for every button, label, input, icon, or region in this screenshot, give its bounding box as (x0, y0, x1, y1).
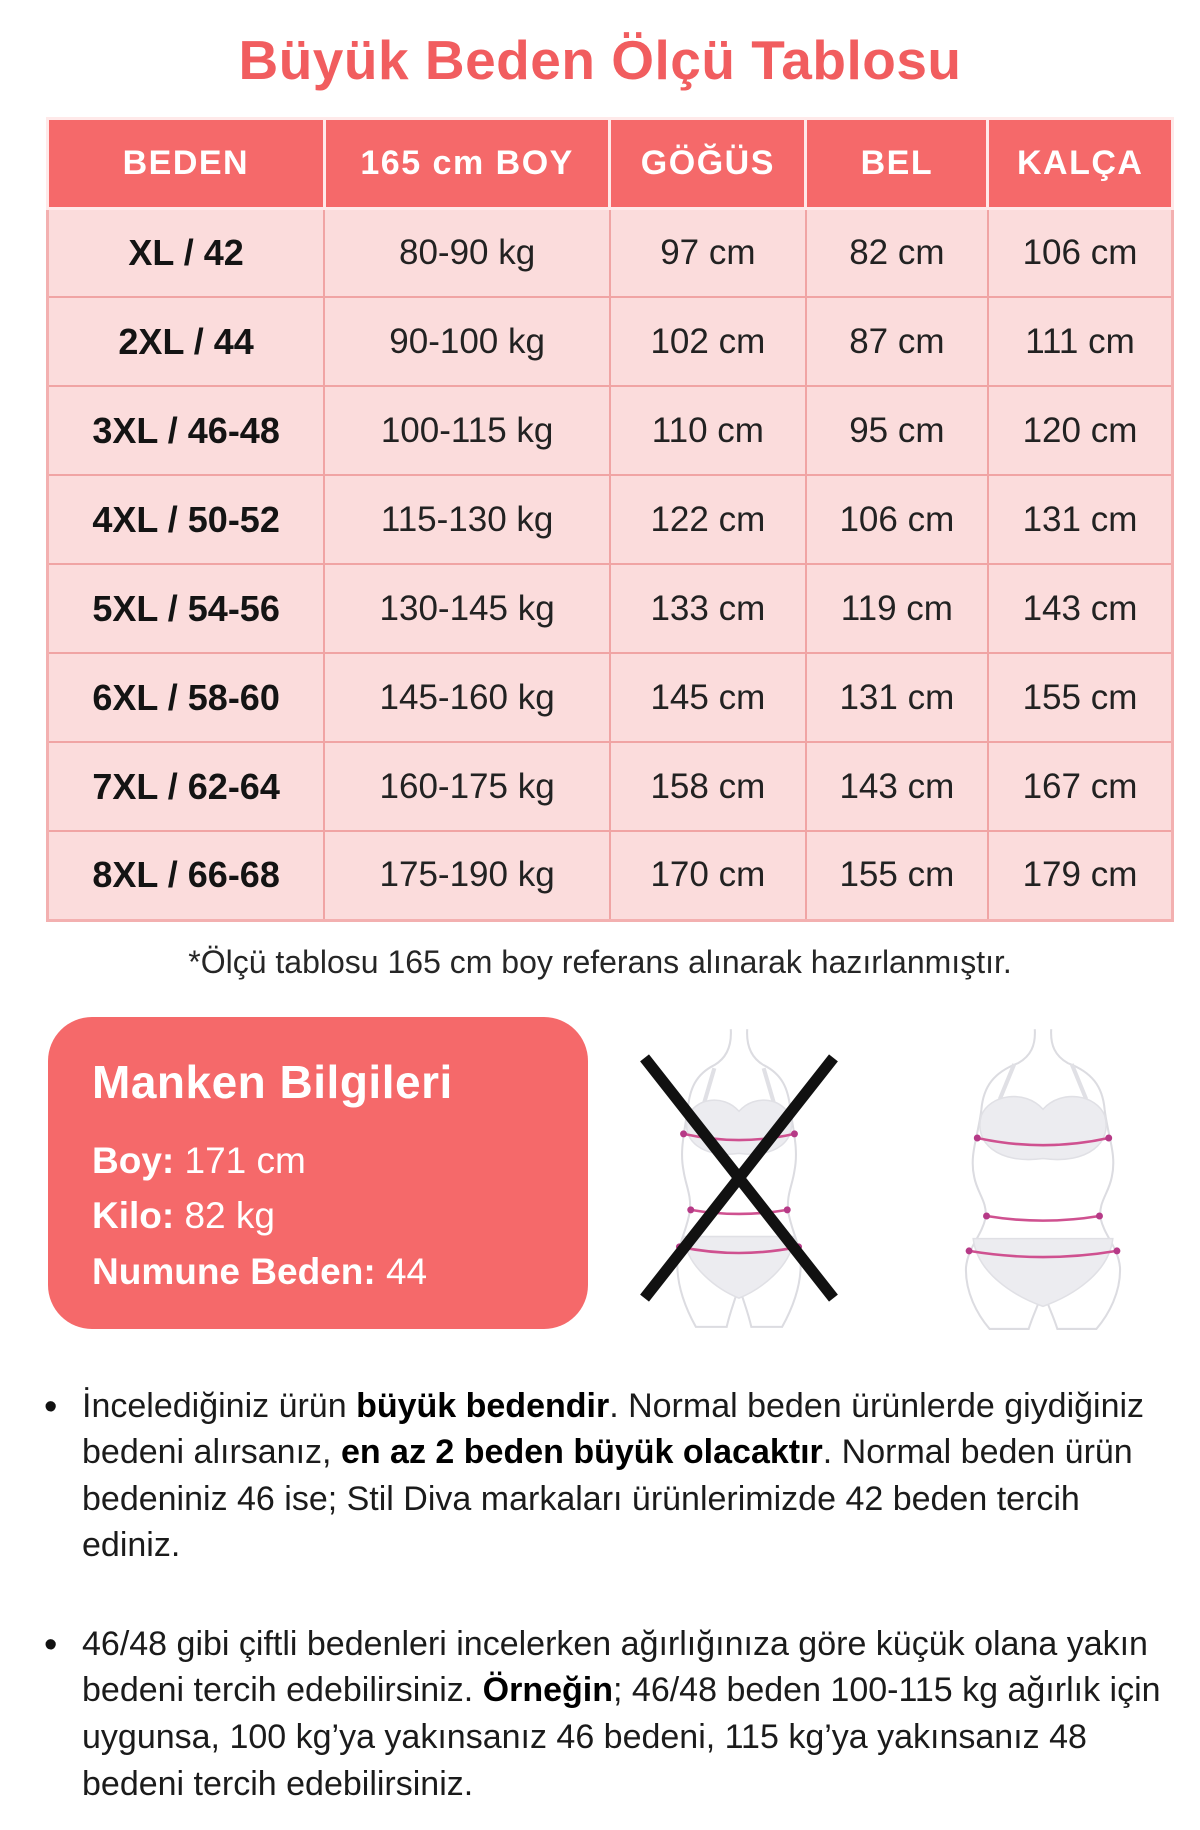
measurement-cell: 130-145 kg (324, 564, 610, 653)
model-info-fields (92, 1133, 568, 1300)
measurement-cell: 145-160 kg (324, 653, 610, 742)
measurement-cell: 95 cm (806, 386, 988, 475)
measurement-cell: 143 cm (988, 564, 1173, 653)
measurement-cell: 106 cm (806, 475, 988, 564)
size-table-header-row (48, 118, 1173, 208)
model-info-line: Numune Beden: 44 (92, 1250, 428, 1292)
column-header: KALÇA (988, 118, 1173, 208)
measurement-cell: 133 cm (610, 564, 806, 653)
note-item: • 46/48 gibi çiftli bedenleri incelerken ağırlığınıza göre küçük olana yakın bedeni tercih edebilirsiniz. Örneğin; 46/48 beden 100-115 kg ağırlık için uygunsa, 100 kg’ya yakınsanız 46 bedeni, 115 kg’ya yakınsanız 48 bedeni tercih edebilirsiniz. (44, 1621, 1174, 1807)
slim-body-crossed-out-icon (615, 1023, 863, 1331)
measurement-cell: 175-190 kg (324, 831, 610, 920)
model-info-card (48, 1017, 588, 1330)
plus-size-body-icon (919, 1023, 1167, 1331)
size-label-cell: 5XL / 54-56 (48, 564, 325, 653)
table-row (48, 653, 1173, 742)
size-table (46, 117, 1174, 922)
column-header: GÖĞÜS (610, 118, 806, 208)
measurement-cell: 145 cm (610, 653, 806, 742)
model-info-line: Kilo: 82 kg (92, 1195, 275, 1236)
measurement-cell: 87 cm (806, 297, 988, 386)
table-row (48, 564, 1173, 653)
measurement-cell: 115-130 kg (324, 475, 610, 564)
model-info-line: Boy: 171 cm (92, 1139, 306, 1181)
measurement-cell: 179 cm (988, 831, 1173, 920)
table-row (48, 297, 1173, 386)
mid-section (48, 1017, 1180, 1331)
figures-illustration (588, 1023, 1180, 1331)
measurement-cell: 100-115 kg (324, 386, 610, 475)
model-info-title: Manken Bilgileri (92, 1055, 453, 1108)
measurement-cell: 155 cm (806, 831, 988, 920)
measurement-cell: 90-100 kg (324, 297, 610, 386)
measurement-cell: 119 cm (806, 564, 988, 653)
table-row (48, 386, 1173, 475)
measurement-cell: 160-175 kg (324, 742, 610, 831)
measurement-cell: 155 cm (988, 653, 1173, 742)
column-header: 165 cm BOY (324, 118, 610, 208)
size-label-cell: 8XL / 66-68 (48, 831, 325, 920)
measurement-cell: 82 cm (806, 208, 988, 297)
measurement-cell: 102 cm (610, 297, 806, 386)
measurement-cell: 167 cm (988, 742, 1173, 831)
page-title: Büyük Beden Ölçü Tablosu (238, 29, 962, 91)
table-row (48, 831, 1173, 920)
table-row (48, 742, 1173, 831)
notes-list (44, 1383, 1174, 1808)
measurement-cell: 111 cm (988, 297, 1173, 386)
measurement-cell: 122 cm (610, 475, 806, 564)
measurement-cell: 106 cm (988, 208, 1173, 297)
size-table-body (48, 208, 1173, 920)
measurement-cell: 97 cm (610, 208, 806, 297)
measurement-cell: 120 cm (988, 386, 1173, 475)
size-label-cell: 3XL / 46-48 (48, 386, 325, 475)
column-header: BEDEN (48, 118, 325, 208)
size-label-cell: 6XL / 58-60 (48, 653, 325, 742)
size-label-cell: 2XL / 44 (48, 297, 325, 386)
table-footnote: *Ölçü tablosu 165 cm boy referans alınarak hazırlanmıştır. (188, 943, 1012, 980)
table-row (48, 475, 1173, 564)
measurement-cell: 80-90 kg (324, 208, 610, 297)
size-label-cell: XL / 42 (48, 208, 325, 297)
measurement-cell: 131 cm (806, 653, 988, 742)
measurement-cell: 131 cm (988, 475, 1173, 564)
table-row (48, 208, 1173, 297)
column-header: BEL (806, 118, 988, 208)
measurement-cell: 110 cm (610, 386, 806, 475)
size-label-cell: 7XL / 62-64 (48, 742, 325, 831)
measurement-cell: 170 cm (610, 831, 806, 920)
measurement-cell: 158 cm (610, 742, 806, 831)
measurement-cell: 143 cm (806, 742, 988, 831)
size-label-cell: 4XL / 50-52 (48, 475, 325, 564)
note-item: • İncelediğiniz ürün büyük bedendir. Normal beden ürünlerde giydiğiniz bedeni alırsanız, en az 2 beden büyük olacaktır. Normal beden ürün bedeniniz 46 ise; Stil Diva markaları ürünlerimizde 42 beden tercih ediniz. (44, 1383, 1174, 1569)
